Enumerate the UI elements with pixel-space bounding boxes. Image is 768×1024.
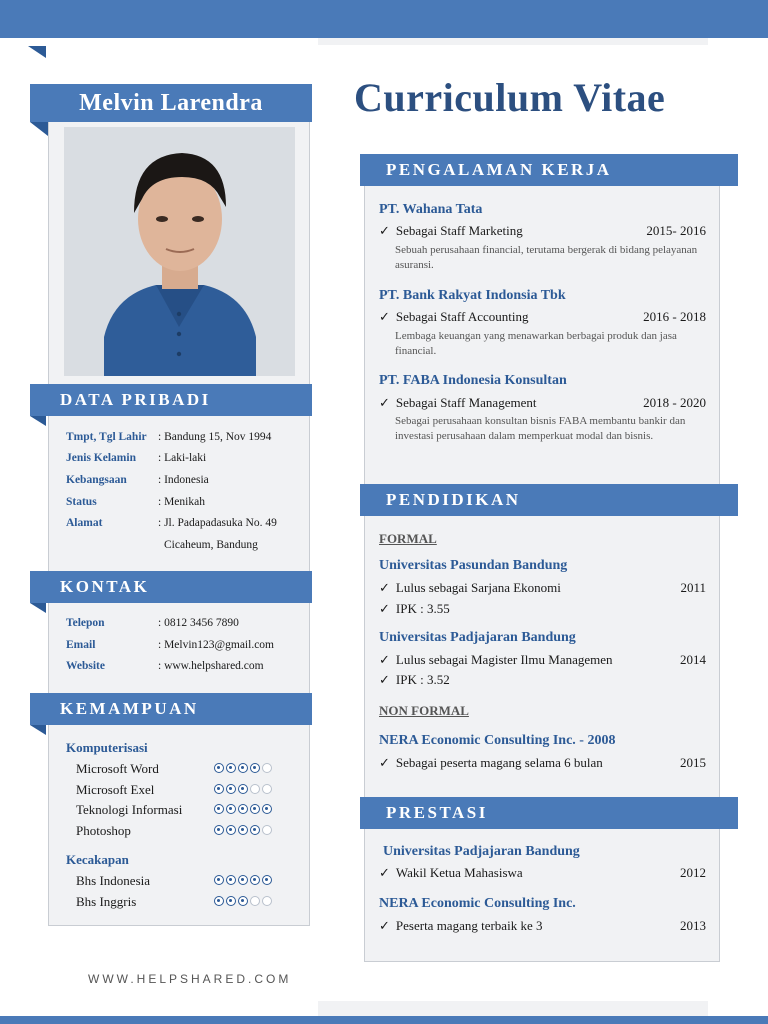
contact-value: : 0812 3456 7890 — [158, 617, 239, 629]
job-role — [379, 223, 523, 239]
job-role — [379, 395, 536, 411]
header-bar — [0, 0, 768, 38]
check-icon: ✓ — [379, 580, 390, 595]
education-item — [379, 672, 450, 688]
job-role — [379, 309, 529, 325]
rating-dot-filled-icon — [238, 804, 248, 814]
rating-dot-filled-icon — [214, 896, 224, 906]
personal-label: Status — [66, 496, 97, 508]
rating-dot-filled-icon — [238, 875, 248, 885]
header-strip — [318, 38, 708, 45]
check-icon: ✓ — [379, 672, 390, 687]
contact-value: : www.helpshared.com — [158, 660, 264, 672]
education-item — [379, 580, 561, 596]
section-pengalaman: PENGALAMAN KERJA — [360, 154, 738, 186]
rating-dot-filled-icon — [250, 825, 260, 835]
rating-dot-filled-icon — [262, 804, 272, 814]
check-icon: ✓ — [379, 223, 390, 238]
corner-decoration — [28, 46, 46, 58]
education-item-text: IPK : 3.52 — [395, 672, 450, 687]
rating-dot-filled-icon — [214, 784, 224, 794]
job-role-text: Sebagai Staff Accounting — [395, 309, 529, 324]
education-year: 2014 — [680, 652, 706, 667]
check-icon: ✓ — [379, 652, 390, 667]
skill-name: Teknologi Informasi — [76, 802, 183, 817]
footer-bar — [0, 1016, 768, 1024]
personal-value: : Menikah — [158, 496, 205, 508]
rating-dot-empty-icon — [262, 825, 272, 835]
company-name: PT. Bank Rakyat Indonsia Tbk — [379, 288, 566, 303]
company-name: PT. Wahana Tata — [379, 202, 483, 217]
skill-rating — [214, 804, 272, 814]
check-icon: ✓ — [379, 309, 390, 324]
section-pendidikan: PENDIDIKAN — [360, 484, 738, 516]
skill-rating — [214, 763, 272, 773]
education-year: 2015 — [680, 755, 706, 770]
education-item-text: IPK : 3.55 — [395, 601, 450, 616]
check-icon: ✓ — [379, 755, 390, 770]
section-kemampuan: KEMAMPUAN — [30, 693, 312, 725]
skill-name: Photoshop — [76, 823, 131, 838]
skill-category: Kecakapan — [66, 852, 129, 867]
rating-dot-filled-icon — [250, 804, 260, 814]
contact-value: : Melvin123@gmail.com — [158, 639, 274, 651]
skill-name: Bhs Inggris — [76, 894, 137, 909]
skill-rating — [214, 784, 272, 794]
education-item — [379, 601, 450, 617]
skill-name: Microsoft Word — [76, 761, 159, 776]
check-icon: ✓ — [379, 918, 390, 933]
education-item — [379, 755, 603, 771]
nonformal-heading: NON FORMAL — [379, 703, 469, 718]
skill-name: Microsoft Exel — [76, 782, 155, 797]
personal-label: Tmpt, Tgl Lahir — [66, 431, 147, 443]
education-item — [379, 652, 613, 668]
job-years: 2018 - 2020 — [643, 395, 706, 410]
rating-dot-filled-icon — [214, 825, 224, 835]
rating-dot-filled-icon — [250, 763, 260, 773]
rating-dot-filled-icon — [226, 784, 236, 794]
section-kontak: KONTAK — [30, 571, 312, 603]
personal-value: : Bandung 15, Nov 1994 — [158, 431, 272, 443]
company-name: PT. FABA Indonesia Konsultan — [379, 373, 567, 388]
rating-dot-filled-icon — [226, 763, 236, 773]
job-role-text: Sebagai Staff Management — [395, 395, 537, 410]
name-banner-fold — [30, 122, 48, 136]
check-icon: ✓ — [379, 395, 390, 410]
rating-dot-filled-icon — [238, 784, 248, 794]
section-fold — [30, 603, 46, 613]
personal-label: Alamat — [66, 517, 103, 529]
section-fold — [30, 725, 46, 735]
education-year: 2011 — [680, 580, 706, 595]
rating-dot-filled-icon — [226, 896, 236, 906]
page-title: Curriculum Vitae — [354, 75, 666, 120]
rating-dot-empty-icon — [250, 896, 260, 906]
rating-dot-filled-icon — [238, 825, 248, 835]
section-fold — [30, 416, 46, 426]
achievement-org: NERA Economic Consulting Inc. — [379, 896, 576, 911]
section-data-pribadi: DATA PRIBADI — [30, 384, 312, 416]
skill-rating — [214, 875, 272, 885]
personal-label: Kebangsaan — [66, 474, 127, 486]
rating-dot-empty-icon — [250, 784, 260, 794]
job-description: Sebuah perusahaan financial, terutama bergerak di bidang pelayanan asuransi. — [395, 244, 698, 271]
achievement-org: Universitas Padjajaran Bandung — [383, 844, 580, 859]
achievement-year: 2012 — [680, 865, 706, 880]
section-prestasi: PRESTASI — [360, 797, 738, 829]
school-name: Universitas Padjajaran Bandung — [379, 630, 576, 645]
personal-value: Cicaheum, Bandung — [164, 539, 258, 551]
contact-label: Website — [66, 660, 105, 672]
check-icon: ✓ — [379, 865, 390, 880]
job-role-text: Sebagai Staff Marketing — [395, 223, 523, 238]
contact-label: Email — [66, 639, 96, 651]
achievement-item — [379, 865, 523, 881]
personal-value: : Indonesia — [158, 474, 209, 486]
personal-value: : Laki-laki — [158, 452, 207, 464]
footer-strip — [318, 1001, 708, 1016]
job-description: Lembaga keuangan yang menawarkan berbagai produk dan jasa financial. — [395, 330, 677, 357]
rating-dot-filled-icon — [238, 763, 248, 773]
job-years: 2016 - 2018 — [643, 309, 706, 324]
rating-dot-empty-icon — [262, 896, 272, 906]
rating-dot-filled-icon — [214, 875, 224, 885]
check-icon: ✓ — [379, 601, 390, 616]
skill-rating — [214, 896, 272, 906]
contact-label: Telepon — [66, 617, 105, 629]
rating-dot-filled-icon — [214, 763, 224, 773]
rating-dot-filled-icon — [238, 896, 248, 906]
rating-dot-empty-icon — [262, 763, 272, 773]
rating-dot-filled-icon — [250, 875, 260, 885]
person-silhouette-icon — [64, 127, 295, 376]
personal-label: Jenis Kelamin — [66, 452, 136, 464]
footer-website: WWW.HELPSHARED.COM — [88, 972, 292, 986]
job-years: 2015- 2016 — [646, 223, 706, 238]
education-item-text: Lulus sebagai Sarjana Ekonomi — [395, 580, 561, 595]
achievement-item — [379, 918, 542, 934]
profile-photo — [64, 127, 295, 376]
school-name: NERA Economic Consulting Inc. - 2008 — [379, 733, 616, 748]
school-name: Universitas Pasundan Bandung — [379, 558, 568, 573]
rating-dot-empty-icon — [262, 784, 272, 794]
personal-value: : Jl. Padapadasuka No. 49 — [158, 517, 277, 529]
rating-dot-filled-icon — [262, 875, 272, 885]
education-item-text: Lulus sebagai Magister Ilmu Managemen — [395, 652, 613, 667]
skill-category: Komputerisasi — [66, 740, 148, 755]
name-banner: Melvin Larendra — [30, 84, 312, 122]
education-item-text: Sebagai peserta magang selama 6 bulan — [395, 755, 603, 770]
rating-dot-filled-icon — [226, 825, 236, 835]
rating-dot-filled-icon — [226, 804, 236, 814]
skill-name: Bhs Indonesia — [76, 873, 151, 888]
achievement-text: Wakil Ketua Mahasiswa — [395, 865, 523, 880]
rating-dot-filled-icon — [214, 804, 224, 814]
achievement-text: Peserta magang terbaik ke 3 — [395, 918, 543, 933]
rating-dot-filled-icon — [226, 875, 236, 885]
formal-heading: FORMAL — [379, 531, 437, 546]
job-description: Sebagai perusahaan konsultan bisnis FABA membantu bankir dan investasi perusahaan dalam memperkuat modal dan bisnis. — [395, 415, 686, 442]
skill-rating — [214, 825, 272, 835]
achievement-year: 2013 — [680, 918, 706, 933]
